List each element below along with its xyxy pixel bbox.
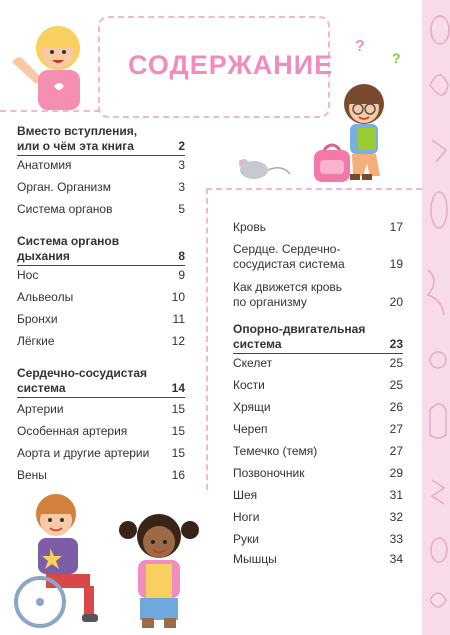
toc-entry-title: Аорта и другие артерии	[17, 446, 150, 460]
girl-with-book-illustration	[118, 510, 200, 632]
toc-page-number: 23	[389, 337, 403, 351]
toc-entry-title: Анатомия	[17, 158, 72, 172]
toc-entry-title: Бронхи	[17, 312, 58, 326]
toc-entry-title: Мышцы	[233, 552, 277, 566]
toc-page-number: 27	[389, 422, 403, 436]
toc-page-number: 15	[171, 402, 185, 416]
page-title: СОДЕРЖАНИЕ	[128, 50, 334, 80]
section-underline	[17, 265, 185, 266]
toc-page-number: 17	[389, 220, 403, 234]
toc-page-number: 15	[171, 446, 185, 460]
toc-page-number: 34	[389, 552, 403, 566]
toc-page-number: 3	[178, 158, 185, 172]
toc-page-number: 29	[389, 466, 403, 480]
section-underline	[17, 397, 185, 398]
section-underline	[17, 155, 185, 156]
toc-entry-title: Система органов	[17, 202, 113, 216]
toc-page-number: 11	[172, 312, 185, 326]
toc-page-number: 20	[389, 295, 403, 309]
toc-page-number: 31	[389, 488, 403, 502]
toc-entry	[17, 468, 185, 483]
question-mark-icon: ?	[392, 50, 401, 66]
toc-entry	[17, 402, 185, 417]
toc-entry	[233, 280, 403, 310]
toc-entry	[17, 446, 185, 461]
question-mark-icon: ?	[355, 38, 365, 55]
toc-entry-title: Сердце. Сердечно- сосудистая система	[233, 242, 345, 271]
toc-entry	[233, 242, 403, 272]
toc-entry	[233, 466, 403, 481]
toc-entry-title: Руки	[233, 532, 259, 546]
toc-page-number: 19	[389, 257, 403, 271]
toc-entry	[17, 424, 185, 439]
toc-entry-title: Вместо вступления, или о чём эта книга	[17, 124, 138, 153]
toc-entry	[233, 422, 403, 437]
toc-entry	[233, 488, 403, 503]
toc-page-number: 8	[178, 249, 185, 263]
toc-entry	[17, 312, 185, 327]
toc-page-number: 3	[178, 180, 185, 194]
toc-section-heading	[17, 124, 185, 154]
toc-page-number: 5	[178, 202, 185, 216]
toc-entry-title: Позвоночник	[233, 466, 305, 480]
toc-entry-title: Темечко (темя)	[233, 444, 318, 458]
toc-entry	[17, 290, 185, 305]
toc-page-number: 32	[389, 510, 403, 524]
toc-entry-title: Шея	[233, 488, 258, 502]
toc-entry-title: Опорно-двигательная система	[233, 322, 366, 351]
toc-page-number: 14	[171, 381, 185, 395]
backpack-illustration	[310, 140, 354, 186]
decorative-side-stripe	[422, 0, 450, 635]
column-divider	[206, 188, 208, 490]
boy-in-wheelchair-illustration	[10, 490, 110, 630]
toc-entry	[17, 180, 185, 195]
right-column-top-border	[206, 188, 422, 190]
toc-section-heading	[233, 322, 403, 352]
toc-entry-title: Кости	[233, 378, 265, 392]
toc-entry	[233, 400, 403, 415]
toc-entry-title: Скелет	[233, 356, 273, 370]
toc-page-number: 15	[171, 424, 185, 438]
toc-section-heading	[17, 366, 185, 396]
toc-page-number: 9	[178, 268, 185, 282]
toc-entry	[17, 334, 185, 349]
toc-entry	[233, 356, 403, 371]
toc-entry	[17, 158, 185, 173]
toc-entry-title: Череп	[233, 422, 268, 436]
toc-page-number: 25	[389, 378, 403, 392]
toc-entry	[233, 444, 403, 459]
toc-page-number: 25	[389, 356, 403, 370]
toc-page-number: 33	[389, 532, 403, 546]
toc-entry-title: Хрящи	[233, 400, 271, 414]
toc-entry-title: Ноги	[233, 510, 260, 524]
toc-entry	[233, 552, 403, 567]
toc-entry-title: Кровь	[233, 220, 266, 234]
toc-entry-title: Вены	[17, 468, 47, 482]
toc-entry-title: Орган. Организм	[17, 180, 111, 194]
toc-entry-title: Сердечно-сосудистая система	[17, 366, 148, 395]
toc-entry	[17, 202, 185, 217]
toc-page-number: 27	[389, 444, 403, 458]
toc-entry-title: Нос	[17, 268, 39, 282]
waving-girl-illustration	[8, 20, 98, 112]
toc-page-number: 26	[389, 400, 403, 414]
toc-entry	[233, 378, 403, 393]
toc-page-number: 12	[171, 334, 185, 348]
toc-entry-title: Система органов дыхания	[17, 234, 120, 263]
toc-entry-title: Особенная артерия	[17, 424, 128, 438]
toc-entry	[233, 220, 403, 235]
toc-entry	[233, 510, 403, 525]
toc-page-number: 16	[171, 468, 185, 482]
section-underline	[233, 353, 403, 354]
toc-page-number: 2	[178, 139, 185, 153]
toc-entry-title: Лёгкие	[17, 334, 55, 348]
toc-entry-title: Альвеолы	[17, 290, 74, 304]
toc-entry	[233, 532, 403, 547]
toc-page-number: 10	[171, 290, 185, 304]
toc-entry-title: Как движется кровь по организму	[233, 280, 343, 309]
toc-entry-title: Артерии	[17, 402, 64, 416]
mouse-illustration	[232, 148, 312, 188]
toc-section-heading	[17, 234, 185, 264]
toc-entry	[17, 268, 185, 283]
